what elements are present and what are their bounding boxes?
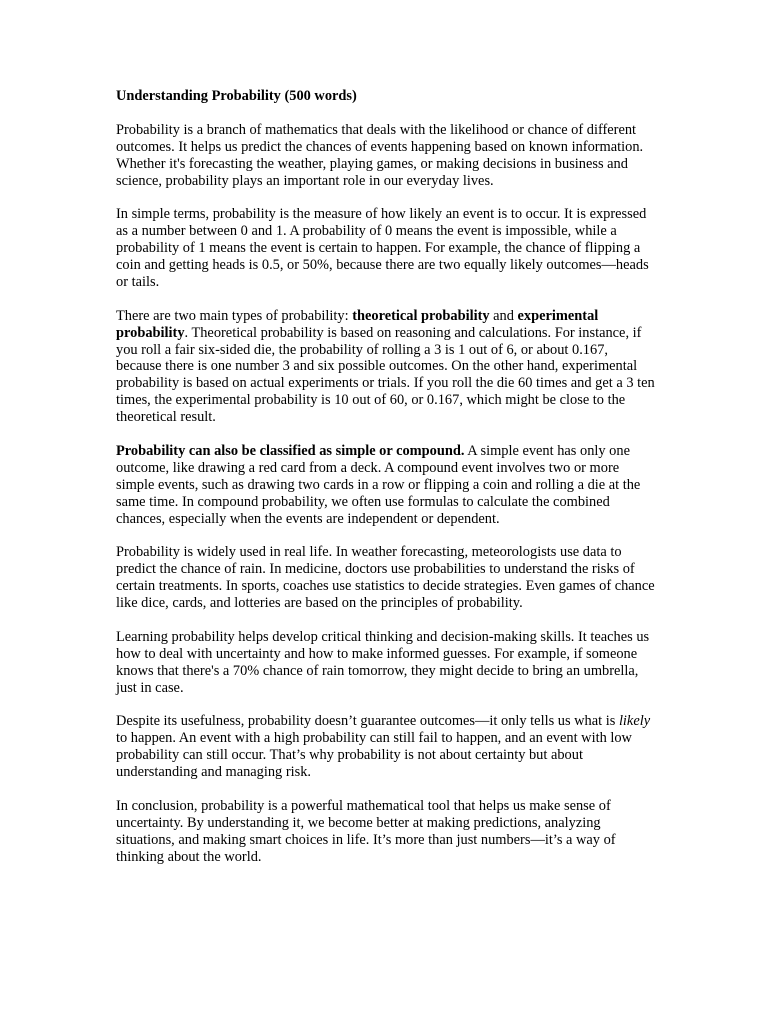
- paragraph-types-text-c: and: [489, 307, 518, 324]
- paragraph-limitations-text-a: Despite its usefulness, probability doesn’t guarantee outcomes—it only tells us what is: [116, 713, 619, 730]
- paragraph-types: [116, 308, 656, 426]
- paragraph-simple-compound: [116, 443, 656, 528]
- paragraph-real-life: Probability is widely used in real life. In weather forecasting, meteorologists use data to predict the chance of rain. In medicine, doctors use probabilities to understand the risks of certain treatments. In sports, coaches use statistics to decide strategies. Even games of chance like dice, cards, and lotteries are based on the principles of probability.: [116, 544, 655, 612]
- paragraph-simple-compound-text: A simple event has only one outcome, like drawing a red card from a deck. A compound event involves two or more simple events, such as drawing two cards in a row or flipping a coin and rolling a die at the same time. In compound probability, we often use formulas to calculate the combined chances, especially when the events are independent or dependent.: [116, 442, 641, 527]
- document-body: [116, 88, 656, 882]
- document-title: Understanding Probability (500 words): [116, 88, 357, 104]
- paragraph-limitations-text-b: to happen. An event with a high probability can still fail to happen, and an event with low probability can still occur. That’s why probability is not about certainty but about understanding and managing risk.: [116, 730, 632, 781]
- paragraph-conclusion: In conclusion, probability is a powerful mathematical tool that helps us make sense of uncertainty. By understanding it, we become better at making predictions, analyzing situations, and making smart choices in life. It’s more than just numbers—it’s a way of thinking about the world.: [116, 797, 616, 865]
- term-experimental-probability: experimental probability: [116, 307, 599, 341]
- paragraph-definition: In simple terms, probability is the measure of how likely an event is to occur. It is expressed as a number between 0 and 1. A probability of 0 means the event is impossible, while a probability of 1 means the event is certain to happen. For example, the chance of flipping a coin and getting heads is 0.5, or 50%, because there are two equally likely outcomes—heads or tails.: [116, 206, 649, 290]
- term-theoretical-probability: theoretical probability: [352, 307, 490, 324]
- paragraph-learning: Learning probability helps develop critical thinking and decision-making skills. It teaches us how to deal with uncertainty and how to make informed guesses. For example, if someone knows that there's a 70% chance of rain tomorrow, they might decide to bring an umbrella, just in case.: [116, 628, 650, 696]
- paragraph-types-text-a: There are two main types of probability:: [116, 307, 353, 324]
- paragraph-intro: Probability is a branch of mathematics that deals with the likelihood or chance of different outcomes. It helps us predict the chances of events happening based on known information. Whether it's forecasting the weather, playing games, or making decisions in business and science, probability plays an important role in our everyday lives.: [116, 121, 644, 189]
- paragraph-types-text-d: . Theoretical probability is based on reasoning and calculations. For instance, if you roll a fair six-sided die, the probability of rolling a 3 is 1 out of 6, or about 0.167, because there is one number 3 and six possible outcomes. On the other hand, experimental probability is based on actual experiments or trials. If you roll the die 60 times and get a 3 ten times, the experimental probability is 10 out of 60, or 0.167, which might be close to the theoretical result.: [116, 324, 655, 426]
- term-likely: likely: [618, 713, 651, 730]
- paragraph-limitations: [116, 713, 656, 781]
- paragraph-simple-compound-lead: Probability can also be classified as simple or compound.: [116, 442, 465, 459]
